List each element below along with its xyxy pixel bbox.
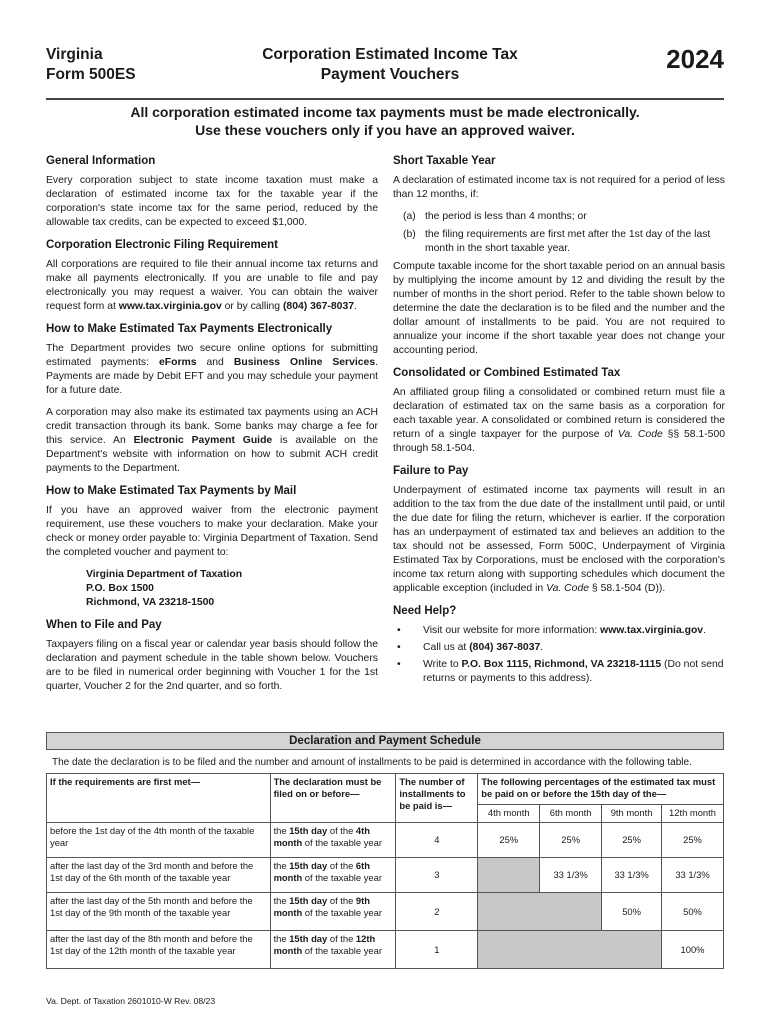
notice-line-2: Use these vouchers only if you have an approved waiver. [195, 122, 575, 138]
col-header-percentages: The following percentages of the estimated tax must be paid on or before the 15th day of the— [478, 774, 724, 805]
list-item [393, 210, 725, 224]
phone-number: (804) 367-8037 [282, 301, 355, 312]
help-item: • Call us at (804) 367-8037. [393, 641, 725, 655]
col-header-requirements: If the requirements are first met— [47, 774, 271, 823]
when-to-file-heading: When to File and Pay [46, 619, 162, 631]
electronic-payment-guide-label: Electronic Payment Guide [133, 435, 273, 446]
right-column [393, 154, 725, 689]
need-help-heading: Need Help? [393, 605, 457, 617]
mailing-address [86, 568, 378, 610]
percent-cell: 25% [478, 823, 540, 858]
state-name: Virginia [46, 46, 103, 63]
list-item [393, 228, 725, 256]
list-item-label: (a) [403, 211, 416, 222]
short-taxable-year-computation: Compute taxable income for the short taxable period on an annual basis by multiplying the income amount by 12 and dividing the result by the number of months in the short period. Refer to the table shown below to determine the date the declaration is to be filed and the number and the dollar amount of installments to be paid. You are not required to annualize your income if the short taxable year does not change your accounting period. [393, 261, 725, 356]
when-to-file-text: Taxpayers filing on a fiscal year or calendar year basis should follow the declaration and payment schedule in the table shown below. Vouchers are to be filed in numerical order beginning with Voucher 1 for the 1st quarter, Voucher 2 for the 2nd quarter, and so forth. [46, 639, 378, 692]
requirement-cell: after the last day of the 3rd month and before the 1st day of the 6th month of the taxable year [47, 858, 271, 893]
installments-cell: 3 [396, 858, 478, 893]
consolidated-heading: Consolidated or Combined Estimated Tax [393, 367, 621, 379]
list-item-text: the period is less than 4 months; or [425, 211, 587, 222]
declaration-cell: the 15th day of the 9th month of the taxable year [270, 893, 396, 931]
installments-cell: 4 [396, 823, 478, 858]
phone-number: (804) 367-8037 [469, 642, 541, 653]
shaded-cell [478, 858, 540, 893]
col-header-installments: The number of installments to be paid is— [396, 774, 478, 823]
failure-to-pay-text: Underpayment of estimated income tax payments will result in an addition to the tax from the due date of the installment until paid, or until the due date for filing the return, whichever is earlier. If the corporation has an underpayment of estimated tax and believes an addition to the tax should not be assessed, Form 500C, Underpayment of Virginia Estimated Tax by Corporations, must be enclosed with the corporation's income tax return along with supporting schedules which document the applicable exception (included in Va. Code § 58.1-504 (D)). [393, 485, 725, 594]
short-taxable-year-heading: Short Taxable Year [393, 155, 496, 167]
address-line: P.O. Box 1500 [86, 583, 154, 594]
table-row [47, 893, 724, 931]
notice-line-1: All corporation estimated income tax payments must be made electronically. [130, 104, 640, 120]
percent-cell: 25% [662, 823, 724, 858]
pay-electronically-text: The Department provides two secure online options for submitting estimated payments: eForms and Business Online Services. Payments are made by Debit EFT and you may schedule your payment for a future date. [46, 343, 378, 396]
title-line-1: Corporation Estimated Income Tax [262, 46, 518, 63]
col-header-declaration: The declaration must be filed on or before— [270, 774, 396, 823]
failure-to-pay-heading: Failure to Pay [393, 465, 469, 477]
pay-by-mail-text: If you have an approved waiver from the electronic payment requirement, use these vouchers to make your declaration. Make your check or money order payable to: Virginia Department of Taxation. Send the completed voucher and payment to: [46, 505, 378, 558]
table-row [47, 931, 724, 969]
percent-cell: 25% [540, 823, 602, 858]
form-number: Form 500ES [46, 66, 136, 83]
requirement-cell: before the 1st day of the 4th month of the taxable year [47, 823, 271, 858]
percent-cell: 100% [662, 931, 724, 969]
short-taxable-year-text: A declaration of estimated income tax is not required for a period of less than 12 months, if: [393, 175, 725, 200]
help-address: P.O. Box 1115, Richmond, VA 23218-1115 [461, 659, 662, 670]
general-information-text: Every corporation subject to state income taxation must make a declaration of estimated income tax for the taxable year if the corporation's state income tax for the same period, reduced by the allowable tax credits, can be expected to exceed $1,000. [46, 175, 378, 228]
list-item-text: the filing requirements are first met after the 1st day of the last month in the short taxable year. [425, 229, 711, 254]
ach-payment-text: A corporation may also make its estimated tax payments using an ACH credit transaction through its bank. Some banks may charge a fee for this service. An Electronic Payment Guide is available on the Department's website with information on how to submit ACH credit payments to the Department. [46, 407, 378, 474]
bullet-icon: • [397, 625, 401, 636]
declaration-cell: the 15th day of the 12th month of the taxable year [270, 931, 396, 969]
requirement-cell: after the last day of the 5th month and before the 1st day of the 9th month of the taxable year [47, 893, 271, 931]
help-item: • Visit our website for more information: www.tax.virginia.gov. [393, 624, 725, 638]
eforms-label: eForms [158, 357, 197, 368]
list-item-label: (b) [403, 229, 416, 240]
declaration-cell: the 15th day of the 4th month of the taxable year [270, 823, 396, 858]
col-header-month: 12th month [662, 804, 724, 822]
pay-electronically-heading: How to Make Estimated Tax Payments Electronically [46, 323, 333, 335]
address-line: Virginia Department of Taxation [86, 569, 243, 580]
electronic-payment-notice [46, 103, 724, 139]
bullet-icon: • [397, 659, 401, 670]
form-title [200, 45, 580, 85]
payment-schedule-table [46, 773, 724, 969]
table-row [47, 823, 724, 858]
schedule-intro: The date the declaration is to be filed and the number and amount of installments to be paid is determined in accordance with the following table. [52, 757, 692, 768]
tax-year: 2024 [666, 44, 724, 74]
form-footer: Va. Dept. of Taxation 2601010-W Rev. 08/23 [46, 996, 216, 1006]
percent-cell: 25% [602, 823, 662, 858]
shaded-cell [478, 893, 602, 931]
address-line: Richmond, VA 23218-1500 [86, 597, 215, 608]
percent-cell: 50% [662, 893, 724, 931]
website-link[interactable]: www.tax.virginia.gov [118, 301, 222, 312]
table-header-row [47, 774, 724, 805]
shaded-cell [478, 931, 662, 969]
requirement-cell: after the last day of the 8th month and before the 1st day of the 12th month of the taxable year [47, 931, 271, 969]
title-line-2: Payment Vouchers [320, 66, 460, 83]
percent-cell: 50% [602, 893, 662, 931]
percent-cell: 33 1/3% [662, 858, 724, 893]
consolidated-text: An affiliated group filing a consolidated or combined return must file a declaration of estimated tax on the same basis as a corporation for each taxable year. A consolidated or combined return is considered the return of a single taxpayer for the purpose of Va. Code §§ 58.1-500 through 58.1-504. [393, 387, 726, 454]
declaration-cell: the 15th day of the 6th month of the taxable year [270, 858, 396, 893]
installments-cell: 2 [396, 893, 478, 931]
left-column [46, 154, 378, 702]
form-identity [46, 45, 136, 85]
website-link[interactable]: www.tax.virginia.gov [600, 625, 704, 636]
col-header-month: 4th month [478, 804, 540, 822]
bullet-icon: • [397, 642, 401, 653]
table-row [47, 858, 724, 893]
efile-requirement-heading: Corporation Electronic Filing Requirement [46, 239, 278, 251]
col-header-month: 9th month [602, 804, 662, 822]
col-header-month: 6th month [540, 804, 602, 822]
efile-requirement-text: All corporations are required to file their annual income tax returns and make all payments electronically. If you are unable to file and pay electronically you may request a waiver. You can obtain the waiver request form at www.tax.virginia.gov or by calling (804) 367-8037. [46, 259, 378, 312]
help-item: • Write to P.O. Box 1115, Richmond, VA 23218-1115 (Do not send returns or payments to this address). [393, 658, 725, 686]
schedule-title: Declaration and Payment Schedule [46, 732, 724, 750]
business-online-services-label: Business Online Services [233, 357, 376, 368]
installments-cell: 1 [396, 931, 478, 969]
percent-cell: 33 1/3% [540, 858, 602, 893]
general-information-heading: General Information [46, 155, 156, 167]
percent-cell: 33 1/3% [602, 858, 662, 893]
header-divider [46, 98, 724, 100]
pay-by-mail-heading: How to Make Estimated Tax Payments by Mail [46, 485, 297, 497]
